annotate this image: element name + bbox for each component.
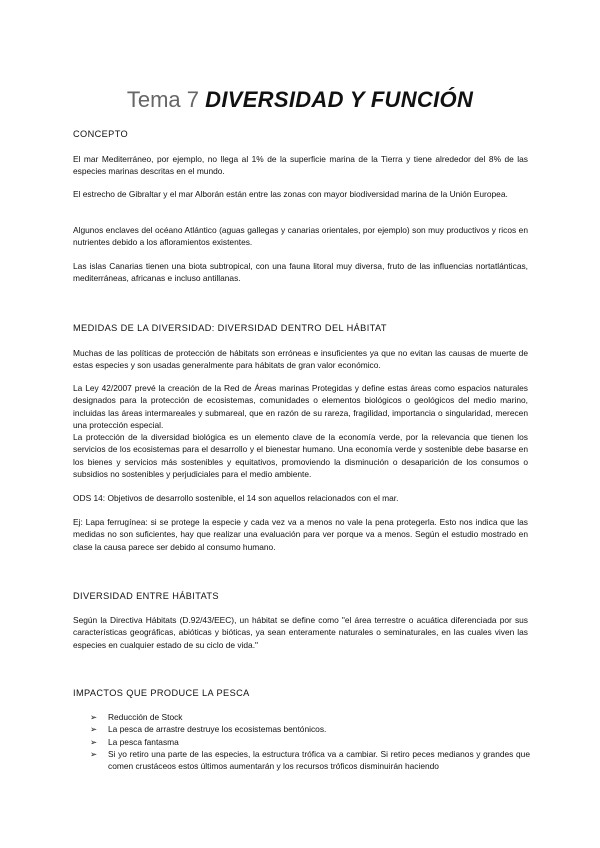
- arrow-bullet-icon: ➢: [90, 724, 98, 735]
- list-item-text: La pesca fantasma: [108, 736, 179, 747]
- title-lead: Tema 7: [126, 87, 199, 112]
- title-main: DIVERSIDAD Y FUNCIÓN: [205, 87, 474, 112]
- list-item: [90, 723, 530, 735]
- paragraph-medidas-5: Ej: Lapa ferrugínea: si se protege la especie y cada vez va a menos no vale la pena protegerla. Esto nos indica que las medidas no son suficientes, hay que realizar una evaluación para ver porque va a menos. Según el estudio mostrado en clase la causa parece ser debido al consumo humano.: [73, 517, 528, 552]
- paragraph-medidas-3: La protección de la diversidad biológica es un elemento clave de la economía verde, por la relevancia que tienen los servicios de los ecosistemas para el desarrollo y el bienestar humano. Una economía verde y sostenible debe basarse en los bienes y servicios más sostenibles y equitativos, promoviendo la disminución o desaparición de los consumos o subsidios no sostenibles y perjudiciales para el medio ambiente.: [73, 432, 528, 479]
- paragraph-medidas-2: La Ley 42/2007 prevé la creación de la Red de Áreas marinas Protegidas y define estas áreas como espacios naturales designados para la protección de ecosistemas, comunidades o elementos biológicos o geológicos del medio marino, incluidas las áreas intermareales y submareal, que en razón de su rareza, fragilidad, importancia o singularidad, merecen una protección especial.: [73, 383, 528, 430]
- arrow-bullet-icon: ➢: [90, 736, 98, 747]
- arrow-bullet-icon: ➢: [90, 712, 98, 722]
- paragraph-concepto-4: Las islas Canarias tienen una biota subtropical, con una fauna litoral muy diversa, fruto de las influencias nortatlánticas, mediterráneas, africanas e incluso antillanas.: [73, 261, 528, 284]
- arrow-bullet-icon: ➢: [90, 748, 98, 759]
- impactos-list: [90, 711, 530, 772]
- list-item-text: Reducción de Stock: [108, 712, 183, 722]
- paragraph-concepto-3: Algunos enclaves del océano Atlántico (aguas gallegas y canarias orientales, por ejemplo) son muy productivos y ricos en nutrientes debido a los afloramientos existentes.: [73, 225, 528, 248]
- paragraph-medidas-4: ODS 14: Objetivos de desarrollo sostenible, el 14 son aquellos relacionados con el mar.: [73, 493, 399, 503]
- page-title: [0, 86, 600, 114]
- list-item: [90, 711, 530, 723]
- list-item: [90, 736, 530, 748]
- paragraph-concepto-2: El estrecho de Gibraltar y el mar Alborán están entre las zonas con mayor biodiversidad marina de la Unión Europea.: [73, 189, 508, 199]
- heading-entre-habitats: DIVERSIDAD ENTRE HÁBITATS: [73, 591, 219, 601]
- paragraph-medidas-1: Muchas de las políticas de protección de hábitats son erróneas e insuficientes ya que no evitan las causas de muerte de estas especies y son usadas generalmente para hábitats de gran valor económico.: [73, 348, 528, 371]
- list-item-text: Si yo retiro una parte de las especies, la estructura trófica va a cambiar. Si retiro peces medianos y grandes que comen crustáceos estos últimos aumentarán y los recursos tróficos disminuirán haciendo: [108, 748, 530, 772]
- heading-concepto: CONCEPTO: [73, 129, 129, 139]
- list-item-text: La pesca de arrastre destruye los ecosistemas bentónicos.: [108, 724, 327, 735]
- paragraph-concepto-1: El mar Mediterráneo, por ejemplo, no llega al 1% de la superficie marina de la Tierra y tiene alrededor del 8% de las especies marinas descritas en el mundo.: [73, 154, 528, 177]
- paragraph-entre-1: Según la Directiva Hábitats (D.92/43/EEC), un hábitat se define como "el área terrestre o acuática diferenciada por sus características geográficas, abióticas y bióticas, ya sean enteramente naturales o seminaturales, en las cuales viven las especies en cualquier estado de su ciclo de vida.": [73, 615, 528, 650]
- heading-impactos: IMPACTOS QUE PRODUCE LA PESCA: [73, 688, 250, 698]
- heading-medidas: MEDIDAS DE LA DIVERSIDAD: DIVERSIDAD DENTRO DEL HÁBITAT: [73, 323, 387, 333]
- list-item: [90, 748, 530, 773]
